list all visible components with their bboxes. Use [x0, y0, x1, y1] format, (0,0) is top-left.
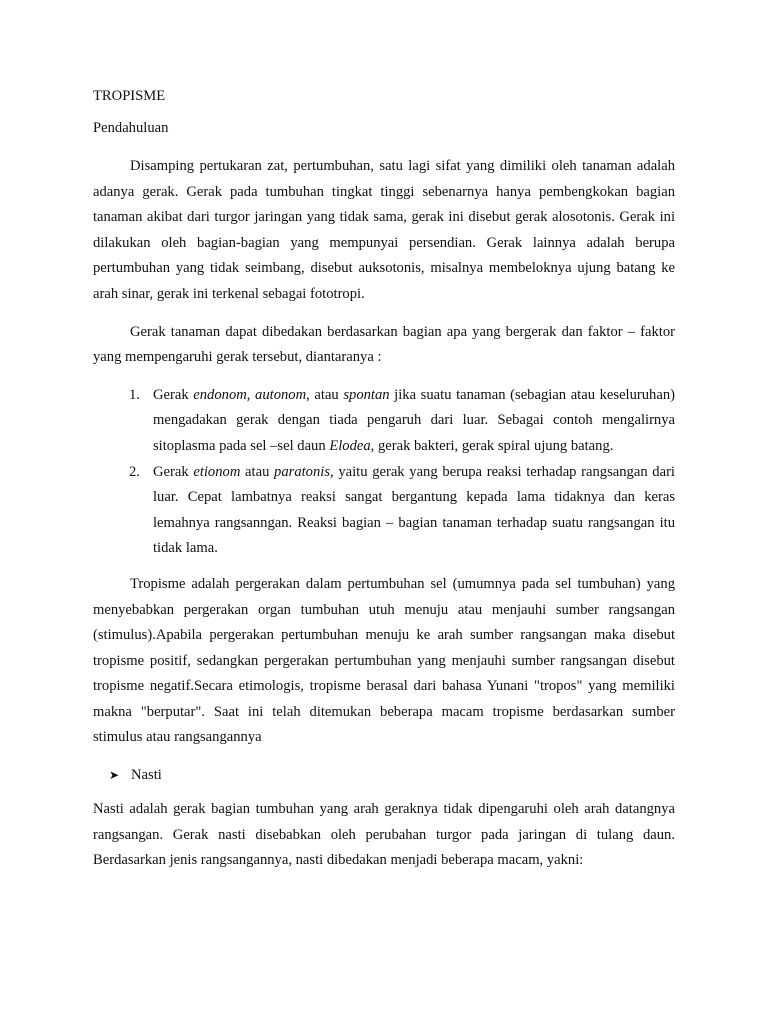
list-item-number: 2.: [129, 463, 140, 480]
list-item-text: atau: [240, 463, 275, 480]
document-title: TROPISME: [93, 88, 166, 104]
document-page: [93, 84, 675, 886]
paragraph-tropisme: Tropisme adalah pergerakan dalam pertumbuhan sel (umumnya pada sel tumbuhan) yang menyebabkan pergerakan organ tumbuhan utuh menuju atau menjauhi sumber rangsangan (stimulus).Apabila pergerakan pertumbuhan menuju ke arah sumber rangsangan maka disebut tropisme positif, sedangkan pergerakan pertumbuhan yang menjauhi sumber rangsangan disebut tropisme negatif.Secara etimologis, tropisme berasal dari bahasa Yunani "tropos" yang memiliki makna "berputar". Saat ini telah ditemukan beberapa macam tropisme berdasarkan sumber stimulus atau rangsangannya: [93, 575, 675, 746]
paragraph-nasti: Nasti adalah gerak bagian tumbuhan yang arah geraknya tidak dipengaruhi oleh arah datangnya rangsangan. Gerak nasti disebabkan oleh perubahan turgor pada jaringan di tulang daun. Berdasarkan jenis rangsangannya, nasti dibedakan menjadi beberapa macam, yakni:: [93, 801, 675, 869]
list-item-italic-term: endonom, autonom: [193, 386, 307, 403]
list-item-italic-term: paratonis: [274, 463, 330, 480]
list-item-text: Gerak: [153, 386, 194, 403]
list-item-italic-term: spontan: [343, 386, 390, 403]
list-item-text: , yaitu gerak yang berupa reaksi terhadap rangsangan dari luar. Cepat lambatnya reaksi sangat bergantung kepada lama tidaknya dan keras lemahnya rangsanngan. Reaksi bagian – bagian tanaman terhadap suatu rangsangan itu tidak lama.: [153, 463, 675, 557]
list-item: [129, 383, 675, 460]
list-item-italic-term: etionom: [193, 463, 241, 480]
list-item-text: , gerak bakteri, gerak spiral ujung batang.: [370, 437, 614, 454]
paragraph-movement-types: Gerak tanaman dapat dibedakan berdasarkan bagian apa yang bergerak dan faktor – faktor yang mempengaruhi gerak tersebut, diantaranya :: [93, 323, 675, 366]
list-item-number: 1.: [129, 386, 140, 403]
list-item-italic-term: Elodea: [329, 437, 371, 454]
arrowhead-bullet-icon: ➤: [109, 768, 120, 783]
section-heading: Pendahuluan: [93, 120, 169, 136]
movement-type-list: [93, 383, 675, 562]
list-item: [129, 460, 675, 562]
paragraph-intro: Disamping pertukaran zat, pertumbuhan, satu lagi sifat yang dimiliki oleh tanaman adalah adanya gerak. Gerak pada tumbuhan tingkat tinggi sebenarnya hanya pembengkokan bagian tanaman akibat dari turgor jaringan yang tidak sama, gerak ini disebut gerak alosotonis. Gerak ini dilakukan oleh bagian-bagian yang mempunyai persendian. Gerak lainnya adalah berupa pertumbuhan yang tidak seimbang, disebut auksotonis, misalnya membeloknya ujung batang ke arah sinar, gerak ini terkenal sebagai fototropi.: [93, 158, 675, 302]
list-item-text: , atau: [306, 386, 344, 403]
bullet-item-nasti: [109, 763, 675, 787]
list-item-text: jika suatu tanaman (sebagian atau keseluruhan) mengadakan gerak dengan tiada pengaruh dari luar. Sebagai contoh mengalirnya sitoplasma pada sel –sel daun: [153, 386, 675, 454]
list-item-text: Gerak: [153, 463, 194, 480]
bullet-label: Nasti: [131, 767, 162, 784]
